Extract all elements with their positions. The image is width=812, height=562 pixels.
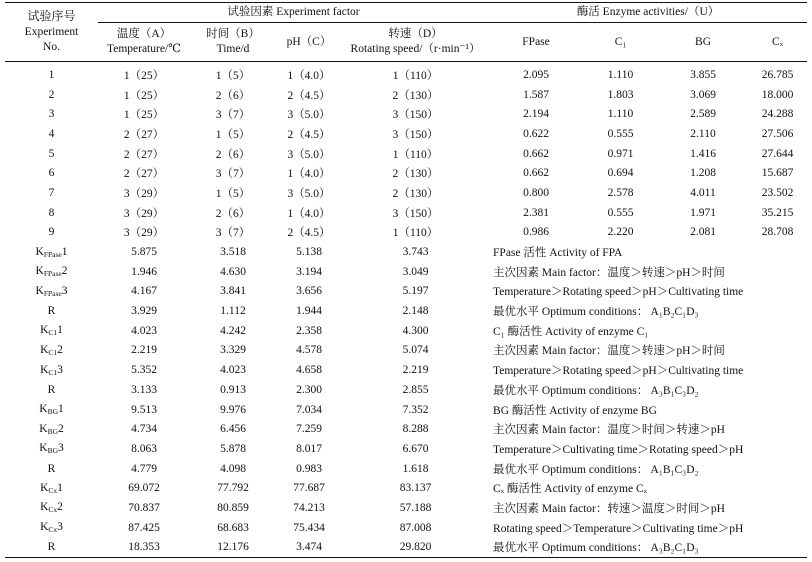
cell-c1: 0.555: [607, 206, 634, 219]
k-level-index: 2: [61, 265, 68, 278]
cell-cx: 26.785: [761, 68, 794, 81]
experiment-rows: [5, 62, 807, 243]
cell-experiment-no: 9: [48, 226, 55, 239]
cell-experiment-no: 8: [48, 206, 55, 219]
cell-analysis-note: 最优水平 Optimum conditions： A₁B₂C₁D₃: [493, 306, 699, 319]
cell-k-value-a: 3.133: [131, 383, 157, 396]
cell-k-value-d: 29.820: [342, 538, 489, 558]
header-no-abbr: No.: [43, 41, 60, 53]
cell-analysis-note: 最优水平 Optimum conditions： A₁B₁C₃D₂: [493, 463, 699, 476]
k-subscript: FPase: [43, 269, 62, 279]
header-enzyme-fpase: FPase: [489, 23, 583, 62]
cell-k-label: [5, 459, 98, 479]
k-symbol: K: [35, 245, 44, 258]
cell-experiment-no: 1: [48, 68, 55, 81]
cell-k-value-c: 4.578: [296, 344, 322, 357]
cell-k-value-c: 3.194: [296, 265, 322, 278]
cell-bg: 3.069: [690, 88, 716, 101]
experiment-row: [5, 124, 807, 144]
k-subscript: Cx: [48, 505, 58, 515]
cell-level-time: 1（5）: [215, 69, 251, 82]
cell-k-value-c: 1.944: [296, 305, 322, 318]
experiment-row: [5, 104, 807, 124]
k-level-index: 1: [57, 403, 64, 416]
k-symbol: K: [40, 481, 49, 494]
k-level-index: 2: [57, 343, 63, 356]
cell-k-value-d: 3.743: [402, 246, 429, 259]
analysis-row: [5, 262, 807, 282]
cell-k-value-b: 3.518: [220, 246, 246, 259]
cell-k-label: [5, 518, 98, 538]
cell-cx: 27.506: [761, 127, 794, 140]
cell-k-label: [5, 360, 98, 380]
cell-analysis-note: 主次因素 Main factor：温度＞时间＞转速＞pH: [493, 424, 725, 437]
cell-k-value-b: 5.878: [220, 442, 246, 455]
cell-analysis-note: Temperature＞Rotating speed＞pH＞Cultivating time: [493, 365, 744, 378]
cell-level-temperature: 1（25）: [123, 109, 165, 122]
cell-level-ph: 2（4.5）: [287, 128, 331, 141]
header-enzyme-group: 酶活 Enzyme activities/（U）: [489, 3, 807, 23]
cell-k-value-d: 3.049: [402, 265, 429, 278]
cell-level-speed: 2（130）: [392, 89, 439, 102]
cell-level-speed: 1（110）: [392, 227, 439, 240]
cell-k-value-c: 5.138: [296, 246, 322, 259]
cell-fpase: 2.095: [523, 68, 549, 81]
cell-analysis-note: 最优水平 Optimum conditions： A₃B₂C₁D₃: [489, 538, 807, 558]
cell-level-time: 3（7）: [215, 168, 251, 181]
k-subscript: BG: [47, 446, 58, 456]
cell-level-speed: 3（150）: [392, 128, 439, 141]
k-symbol: K: [35, 265, 44, 278]
cell-cx: 23.502: [761, 186, 794, 199]
analysis-row: [5, 518, 807, 538]
analysis-row: [5, 400, 807, 420]
experiment-row: [5, 203, 807, 223]
cell-c1: 1.110: [607, 68, 634, 81]
cell-level-ph: 3（5.0）: [287, 109, 331, 122]
cell-analysis-note: 最优水平 Optimum conditions： A₃B₁C₃D₂: [493, 384, 699, 397]
analysis-row: [5, 439, 807, 459]
cell-fpase: 1.587: [523, 88, 549, 101]
k-symbol: K: [40, 363, 49, 376]
cell-k-label: [5, 321, 98, 341]
cell-analysis-note: 主次因素 Main factor：转速＞温度＞时间＞pH: [493, 502, 725, 515]
cell-level-ph: 1（4.0）: [287, 168, 331, 181]
k-level-index: 3: [57, 442, 64, 455]
cell-k-value-a: 4.734: [131, 423, 157, 436]
header-enzyme-cx: Cₓ: [748, 23, 807, 62]
cell-k-value-b: 3.329: [220, 344, 246, 357]
cell-k-value-d: 6.670: [402, 442, 429, 455]
cell-k-label: [5, 538, 98, 558]
cell-level-ph: 2（4.5）: [287, 227, 331, 240]
header-factor-time: [190, 23, 276, 62]
experiment-row: [5, 85, 807, 105]
experiment-row: [5, 223, 807, 243]
cell-k-value-a: 18.353: [98, 538, 190, 558]
analysis-row: [5, 242, 807, 262]
k-symbol: R: [47, 305, 56, 318]
cell-k-value-a: 5.875: [131, 246, 157, 259]
k-symbol: K: [40, 501, 49, 514]
cell-k-value-c: 3.474: [276, 538, 342, 558]
cell-k-value-c: 2.358: [296, 324, 322, 337]
cell-k-value-c: 75.434: [293, 521, 325, 534]
cell-level-speed: 3（150）: [392, 207, 439, 220]
header-enzyme-c1: C₁: [583, 23, 658, 62]
cell-c1: 2.220: [607, 226, 634, 239]
cell-cx: 27.644: [761, 147, 794, 160]
header-factor-unit: Temperature/℃: [107, 43, 181, 55]
cell-k-value-a: 4.167: [131, 285, 157, 298]
cell-k-label: [5, 498, 98, 518]
cell-k-value-d: 5.197: [402, 285, 429, 298]
cell-k-value-b: 80.859: [217, 501, 249, 514]
cell-experiment-no: 2: [48, 88, 55, 101]
cell-experiment-no: 4: [48, 127, 55, 140]
header-factor-label: 时间（B）: [206, 28, 260, 40]
analysis-row: [5, 459, 807, 479]
k-symbol: K: [39, 403, 48, 416]
cell-level-time: 2（6）: [215, 148, 251, 161]
k-subscript: Cx: [48, 525, 58, 535]
cell-k-value-c: 77.687: [293, 482, 325, 495]
cell-k-label: [5, 262, 98, 282]
cell-level-temperature: 3（29）: [123, 227, 165, 240]
cell-level-ph: 3（5.0）: [287, 148, 331, 161]
header-factor-unit: Time/d: [216, 43, 250, 55]
cell-fpase: 0.622: [523, 127, 549, 140]
analysis-row: [5, 498, 807, 518]
cell-analysis-note: Cₓ 酶活性 Activity of enzyme Cₓ: [493, 483, 647, 496]
cell-bg: 1.416: [690, 147, 716, 160]
cell-k-label: [5, 478, 98, 498]
cell-k-label: [5, 282, 98, 302]
cell-k-label: [5, 439, 98, 459]
cell-experiment-no: 5: [48, 147, 55, 160]
cell-level-temperature: 2（27）: [123, 148, 165, 161]
cell-analysis-note: Temperature＞Rotating speed＞pH＞Cultivating time: [493, 286, 744, 299]
cell-fpase: 2.194: [523, 108, 549, 121]
cell-level-time: 3（7）: [215, 109, 251, 122]
cell-experiment-no: 7: [48, 186, 55, 199]
cell-analysis-note: 主次因素 Main factor：温度＞转速＞pH＞时间: [493, 266, 725, 279]
cell-k-value-a: 69.072: [128, 482, 160, 495]
cell-k-label: [5, 400, 98, 420]
cell-k-value-a: 5.352: [131, 364, 157, 377]
cell-k-value-d: 8.288: [402, 423, 429, 436]
cell-level-temperature: 2（27）: [123, 128, 165, 141]
cell-k-value-d: 83.137: [399, 482, 432, 495]
k-symbol: K: [39, 422, 48, 435]
cell-k-value-c: 74.213: [293, 501, 325, 514]
cell-c1: 1.803: [607, 88, 634, 101]
header-experiment-no: [5, 3, 98, 62]
cell-k-value-b: 4.630: [220, 265, 246, 278]
cell-k-value-b: 77.792: [217, 482, 249, 495]
cell-c1: 0.694: [607, 167, 634, 180]
cell-level-temperature: 3（29）: [123, 207, 165, 220]
analysis-row: [5, 321, 807, 341]
analysis-row: [5, 419, 807, 439]
cell-k-value-d: 1.618: [402, 462, 429, 475]
cell-level-speed: 2（130）: [392, 187, 439, 200]
cell-k-value-c: 2.300: [296, 383, 322, 396]
cell-c1: 0.971: [607, 147, 634, 160]
cell-level-speed: 2（130）: [392, 168, 439, 181]
cell-level-ph: 1（4.0）: [287, 207, 331, 220]
cell-k-label: [5, 380, 98, 400]
cell-k-value-a: 4.023: [131, 324, 157, 337]
header-factor-group: 试验因素 Experiment factor: [98, 3, 489, 23]
k-symbol: K: [40, 343, 49, 356]
cell-level-ph: 2（4.5）: [287, 89, 331, 102]
cell-bg: 1.208: [690, 167, 716, 180]
k-symbol: R: [47, 541, 56, 554]
k-subscript: FPase: [43, 288, 62, 298]
cell-k-value-a: 2.219: [131, 344, 157, 357]
cell-c1: 1.110: [607, 108, 634, 121]
cell-cx: 18.000: [761, 88, 794, 101]
cell-k-value-d: 2.219: [402, 364, 429, 377]
analysis-row: [5, 341, 807, 361]
header-no-en: Experiment: [24, 26, 79, 38]
cell-k-value-c: 7.259: [296, 423, 322, 436]
analysis-rows: [5, 242, 807, 558]
cell-level-temperature: 3（29）: [123, 187, 165, 200]
cell-analysis-note: C₁ 酶活性 Activity of enzyme C₁: [493, 325, 649, 338]
k-level-index: 2: [57, 501, 63, 514]
cell-analysis-note: Rotating speed＞Temperature＞Cultivating time＞pH: [493, 522, 744, 535]
cell-experiment-no: 3: [48, 108, 55, 121]
cell-k-value-b: 12.176: [190, 538, 276, 558]
cell-k-label: [5, 301, 98, 321]
cell-bg: 4.011: [690, 186, 716, 199]
k-subscript: C1: [48, 347, 58, 357]
cell-k-value-b: 6.456: [220, 423, 246, 436]
header-factor-rotating-speed: [342, 23, 489, 62]
header-factor-label: 温度（A）: [116, 28, 172, 40]
cell-level-time: 2（6）: [215, 89, 251, 102]
k-symbol: K: [39, 442, 48, 455]
cell-cx: 35.215: [761, 206, 794, 219]
cell-analysis-note: 主次因素 Main factor：温度＞转速＞pH＞时间: [493, 345, 725, 358]
cell-k-value-a: 9.513: [131, 403, 157, 416]
cell-fpase: 0.986: [523, 226, 549, 239]
cell-k-label: [5, 419, 98, 439]
cell-k-value-b: 3.841: [220, 285, 246, 298]
cell-k-value-a: 1.946: [131, 265, 157, 278]
cell-level-speed: 1（110）: [392, 69, 439, 82]
cell-c1: 2.578: [607, 186, 634, 199]
cell-level-temperature: 1（25）: [123, 69, 165, 82]
cell-cx: 15.687: [761, 167, 794, 180]
experiment-row: [5, 62, 807, 85]
cell-k-value-c: 8.017: [296, 442, 322, 455]
k-symbol: R: [47, 383, 56, 396]
cell-level-speed: 1（110）: [392, 148, 439, 161]
cell-k-value-a: 3.929: [131, 305, 157, 318]
cell-level-time: 2（6）: [215, 207, 251, 220]
experiment-row: [5, 163, 807, 183]
cell-k-value-b: 4.242: [220, 324, 246, 337]
cell-k-value-d: 5.074: [402, 344, 429, 357]
cell-level-speed: 3（150）: [392, 109, 439, 122]
cell-k-value-a: 8.063: [131, 442, 157, 455]
k-symbol: K: [35, 284, 44, 297]
cell-level-temperature: 1（25）: [123, 89, 165, 102]
cell-fpase: 0.800: [523, 186, 549, 199]
cell-level-time: 3（7）: [215, 227, 251, 240]
cell-k-value-b: 4.023: [220, 364, 246, 377]
cell-level-ph: 3（5.0）: [287, 187, 331, 200]
cell-k-value-b: 4.098: [220, 462, 246, 475]
analysis-row: [5, 282, 807, 302]
k-level-index: 3: [57, 521, 63, 534]
cell-k-value-b: 9.976: [220, 403, 246, 416]
experiment-row: [5, 183, 807, 203]
cell-level-time: 1（5）: [215, 128, 251, 141]
cell-k-value-a: 87.425: [128, 521, 160, 534]
cell-k-value-d: 2.148: [402, 305, 429, 318]
k-level-index: 2: [57, 422, 64, 435]
analysis-row: [5, 301, 807, 321]
cell-bg: 2.110: [690, 127, 716, 140]
cell-k-value-d: 87.008: [399, 521, 432, 534]
cell-level-temperature: 2（27）: [123, 168, 165, 181]
cell-k-value-c: 7.034: [296, 403, 322, 416]
cell-bg: 2.081: [690, 226, 716, 239]
header-no-cn: 试验序号: [27, 9, 76, 23]
cell-experiment-no: 6: [48, 167, 55, 180]
cell-bg: 3.855: [690, 68, 716, 81]
header-factor-label: 转速（D）: [388, 28, 443, 40]
cell-c1: 0.555: [607, 127, 634, 140]
cell-k-value-d: 7.352: [402, 403, 429, 416]
cell-bg: 2.589: [690, 108, 716, 121]
orthogonal-test-table: [5, 2, 807, 558]
cell-fpase: 0.662: [523, 167, 549, 180]
header-factor-label: pH（C）: [286, 35, 332, 48]
k-level-index: 1: [57, 481, 63, 494]
header-factor-unit: Rotating speed/（r·min⁻¹）: [350, 43, 481, 55]
cell-k-value-d: 2.855: [402, 383, 429, 396]
k-symbol: K: [40, 324, 49, 337]
cell-bg: 1.971: [690, 206, 716, 219]
k-level-index: 3: [57, 363, 63, 376]
analysis-row: [5, 478, 807, 498]
k-level-index: 3: [61, 284, 68, 297]
cell-level-time: 1（5）: [215, 187, 251, 200]
cell-k-value-b: 1.112: [220, 305, 246, 318]
cell-k-label: [5, 341, 98, 361]
k-subscript: FPase: [43, 249, 62, 259]
cell-k-value-a: 70.837: [128, 501, 160, 514]
cell-analysis-note: BG 酶活性 Activity of enzyme BG: [493, 404, 657, 417]
cell-k-value-c: 3.656: [296, 285, 322, 298]
cell-analysis-note: Temperature＞Cultivating time＞Rotating speed＞pH: [493, 443, 744, 456]
k-symbol: K: [40, 521, 49, 534]
k-subscript: BG: [47, 407, 58, 417]
k-level-index: 1: [57, 324, 63, 337]
cell-k-label: [5, 242, 98, 262]
k-subscript: Cx: [48, 485, 58, 495]
header-factor-temperature: [98, 23, 190, 62]
cell-k-value-c: 0.983: [296, 462, 322, 475]
k-subscript: C1: [48, 367, 58, 377]
cell-k-value-c: 4.658: [296, 364, 322, 377]
analysis-row: [5, 538, 807, 558]
k-subscript: BG: [47, 426, 58, 436]
header-enzyme-bg: BG: [658, 23, 748, 62]
cell-level-ph: 1（4.0）: [287, 69, 331, 82]
experiment-row: [5, 144, 807, 164]
cell-k-value-a: 4.779: [131, 462, 157, 475]
cell-k-value-b: 68.683: [217, 521, 249, 534]
cell-k-value-d: 57.188: [399, 501, 432, 514]
cell-k-value-d: 4.300: [402, 324, 429, 337]
analysis-row: [5, 380, 807, 400]
cell-cx: 28.708: [761, 226, 794, 239]
header-factor-ph: [276, 23, 342, 62]
cell-k-value-b: 0.913: [220, 383, 246, 396]
k-symbol: R: [47, 462, 56, 475]
k-level-index: 1: [61, 245, 68, 258]
cell-analysis-note: FPase 活性 Activity of FPA: [493, 247, 623, 260]
cell-cx: 24.288: [761, 108, 794, 121]
analysis-row: [5, 360, 807, 380]
cell-fpase: 2.381: [523, 206, 549, 219]
cell-fpase: 0.662: [523, 147, 549, 160]
k-subscript: C1: [48, 328, 58, 338]
